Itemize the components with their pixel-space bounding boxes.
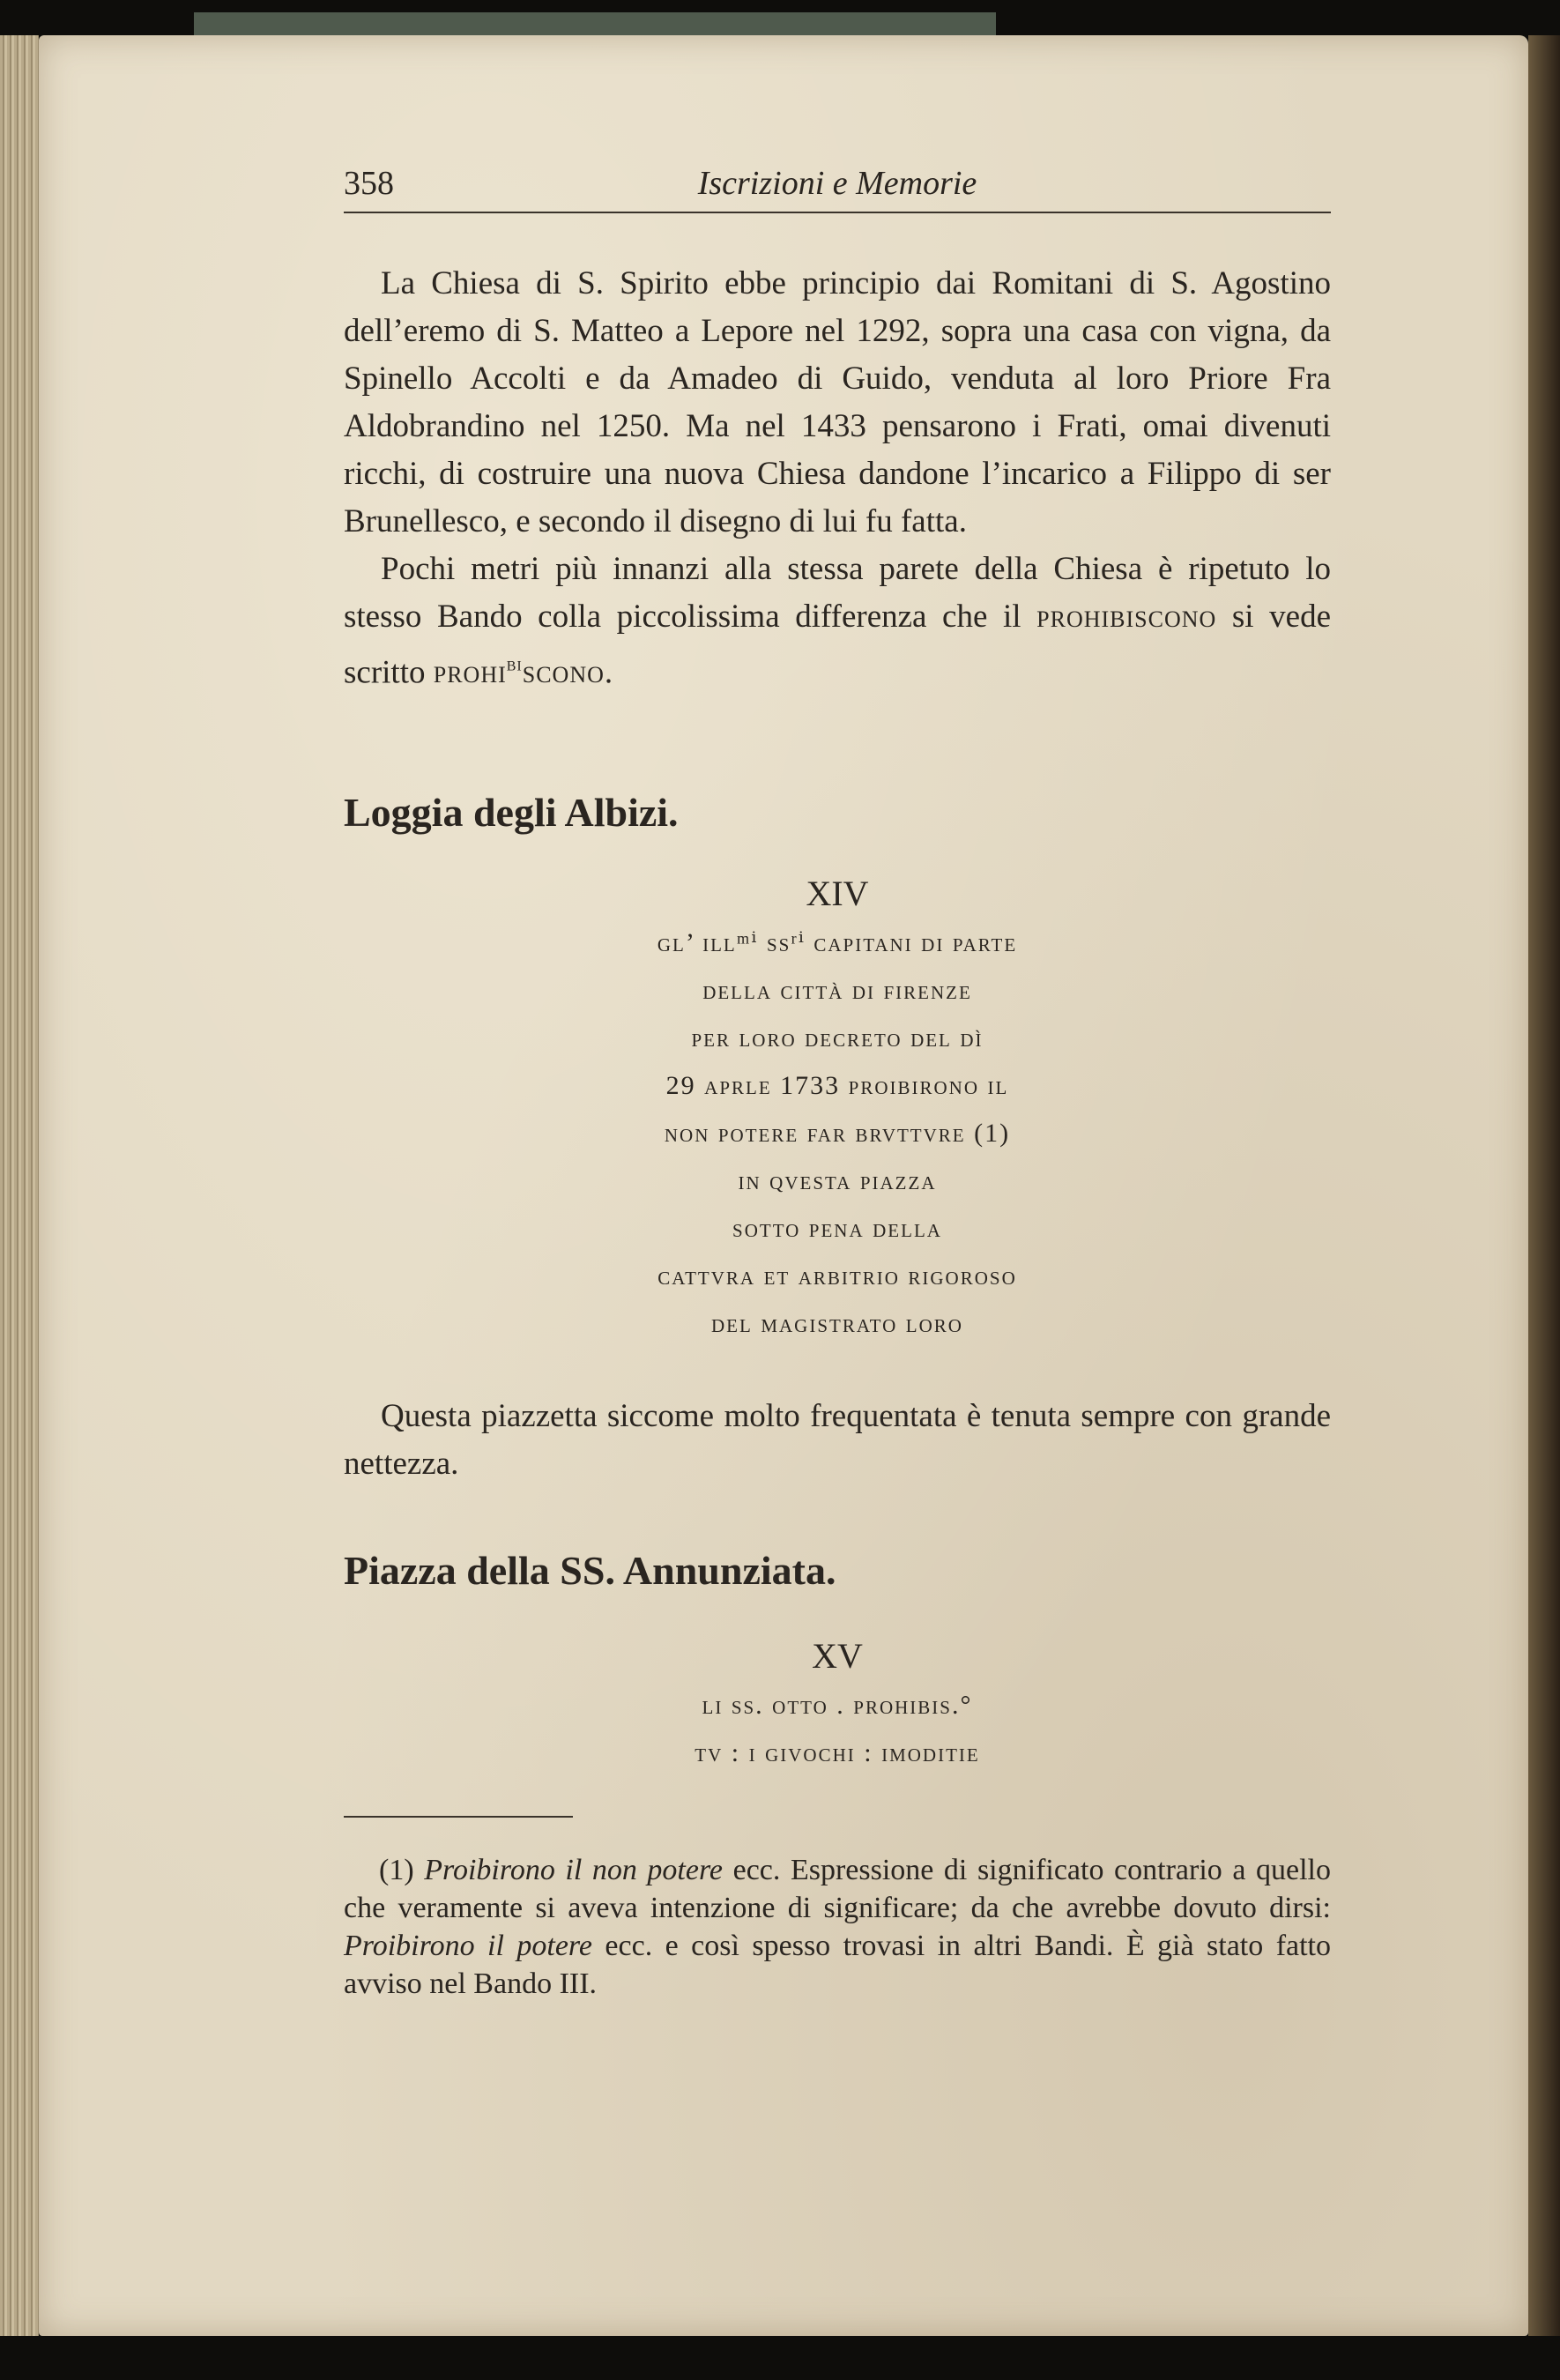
inscription-line: tv : i givochi : imoditie	[695, 1738, 980, 1767]
section-title: Piazza della SS. Annunziata.	[344, 1548, 836, 1593]
inscription-line: cattvra et arbitrio rigoroso	[657, 1261, 1017, 1290]
inscription-text	[344, 919, 1331, 1348]
paragraph-piazzetta-block	[344, 1393, 1331, 1488]
paragraph-piazzetta: Questa piazzetta siccome molto frequentata è tenuta sempre con grande nettezza.	[344, 1398, 1331, 1482]
section-loggia-albizi	[344, 789, 1331, 836]
inscription-line: li ss. otto . prohibis.°	[702, 1691, 973, 1720]
book-binding-edge	[1528, 35, 1560, 2336]
book-cover-edge	[194, 12, 996, 35]
running-title: Iscrizioni e Memorie	[697, 165, 977, 202]
inscription-line: della città di firenze	[702, 976, 972, 1005]
inscription-xiv	[344, 873, 1331, 1348]
inscription-line: gl’ illᵐⁱ ssʳⁱ capitani di parte	[657, 928, 1018, 957]
inscription-text	[344, 1682, 1331, 1777]
inscription-number: XIV	[806, 874, 869, 913]
footnote	[344, 1851, 1331, 2003]
page-number: 358	[344, 165, 394, 202]
intro-block	[344, 260, 1331, 696]
section-title: Loggia degli Albizi.	[344, 790, 679, 835]
inscription-line: in qvesta piazza	[738, 1166, 937, 1195]
inscription-line: del magistrato loro	[711, 1309, 963, 1338]
paragraph-santo-spirito: La Chiesa di S. Spirito ebbe principio dai Romitani di S. Agostino dell’eremo di S. Matteo a Lepore nel 1292, sopra una casa con vigna, da Spinello Accolti e da Amadeo di Guido, venduta al loro Priore Fra Aldobrandino nel 1250. Ma nel 1433 pensarono i Frati, omai divenuti ricchi, di costruire una nuova Chiesa dandone l’incarico a Filippo di ser Brunellesco, e secondo il disegno di lui fu fatta.	[344, 265, 1331, 539]
inscription-number: XV	[812, 1636, 863, 1676]
word-prohi-bi-scono: prohi$^{bi}$scono	[433, 653, 605, 691]
inscription-line: non potere far brvttvre (1)	[664, 1119, 1011, 1148]
book-page-edges	[0, 35, 39, 2336]
paragraph-bando-repeat: Pochi metri più innanzi alla stessa parete della Chiesa è ripetuto lo stesso Bando colla piccolissima differenza che il prohibiscono si vede scritto prohi$^{bi}$scono.	[344, 551, 1331, 691]
section-piazza-annunziata	[344, 1547, 1331, 1594]
footnote-rule	[344, 1816, 573, 1818]
word-prohibiscono: prohibiscono	[1036, 599, 1217, 635]
footnote-text: (1) Proibirono il non potere ecc. Espressione di significato contrario a quello che veramente si aveva intenzione di significare; da che avrebbe dovuto dirsi: Proibirono il potere ecc. e così spesso trovasi in altri Bandi. È già stato fatto avviso nel Bando III.	[344, 1854, 1331, 2000]
inscription-line: 29 aprle 1733 proibirono il	[665, 1071, 1009, 1100]
inscription-line: sotto pena della	[732, 1214, 942, 1243]
inscription-line: per loro decreto del dì	[691, 1023, 984, 1052]
inscription-xv	[344, 1635, 1331, 1777]
running-header	[344, 150, 1331, 213]
